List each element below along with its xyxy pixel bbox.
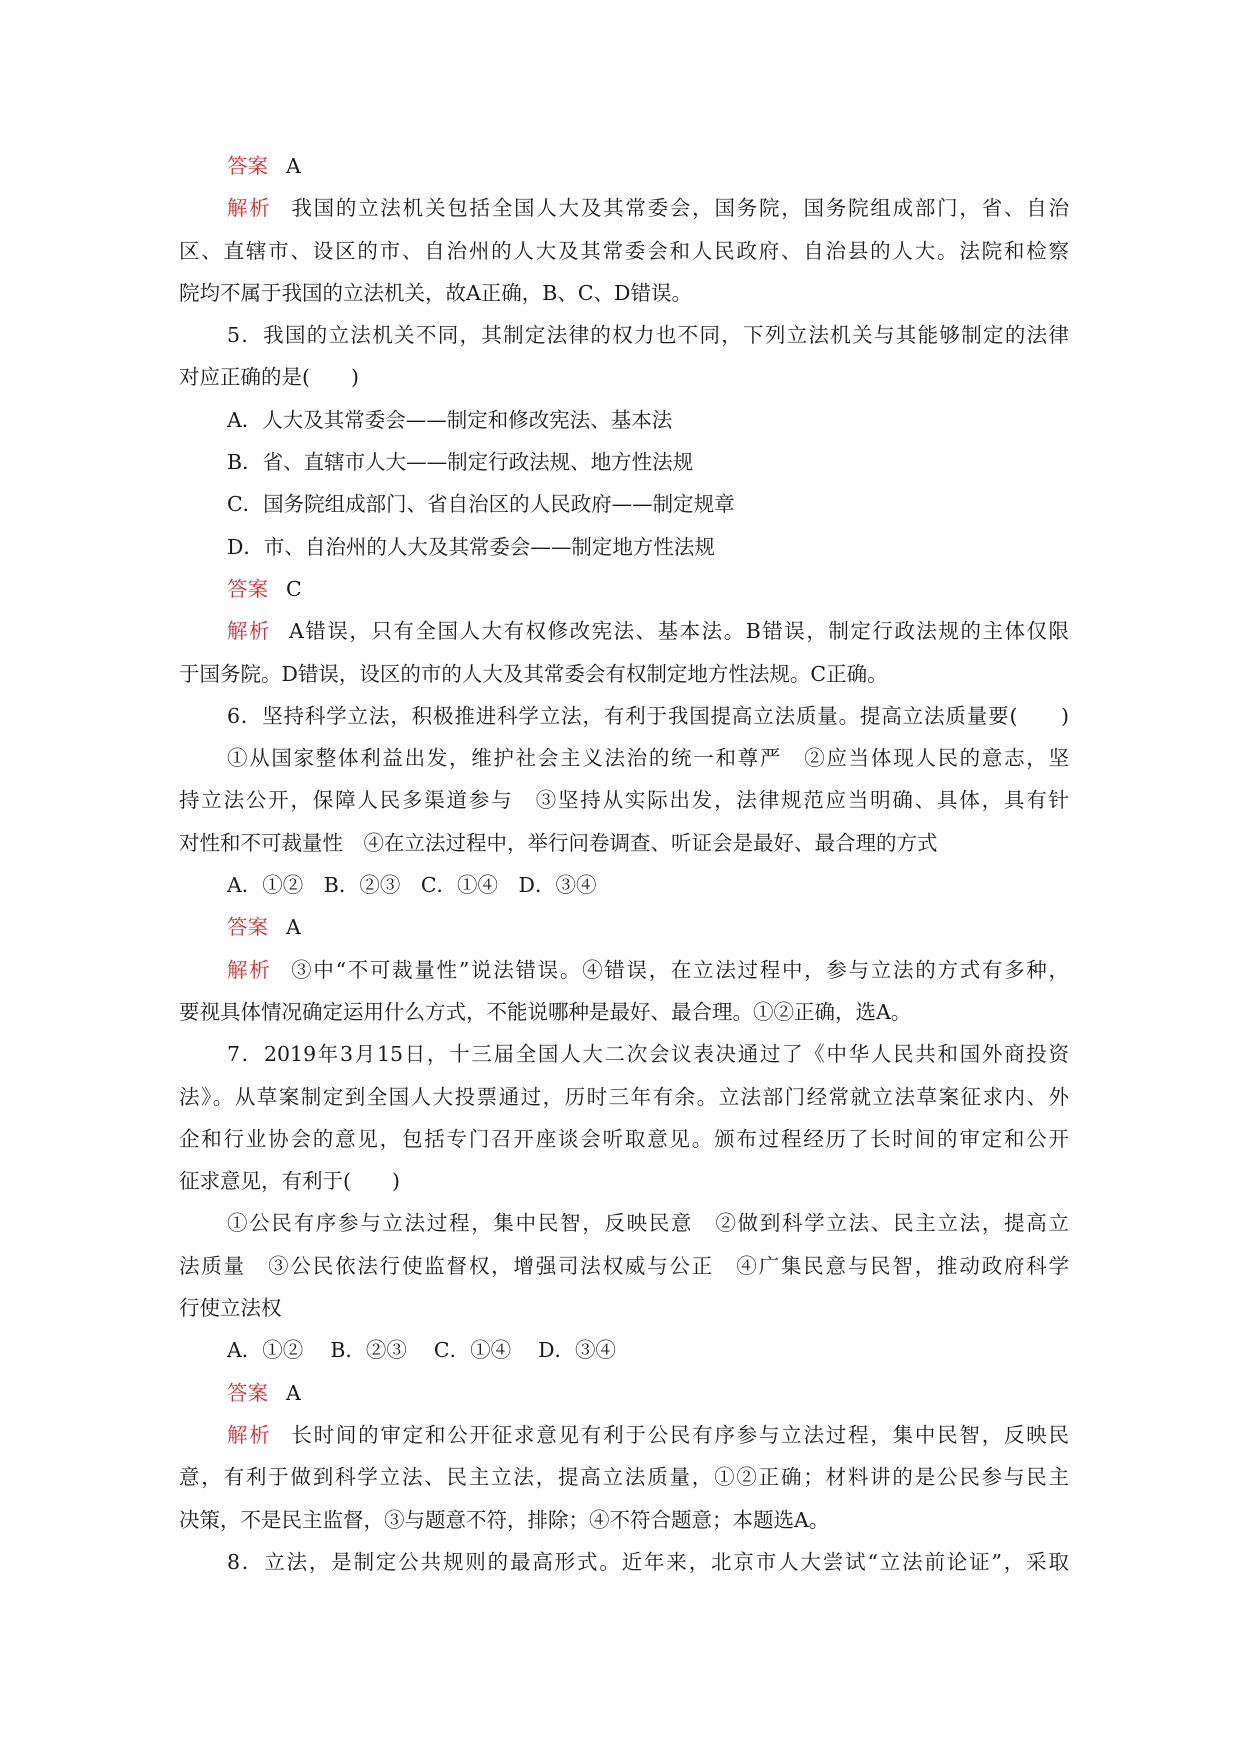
text-line [179, 272, 1069, 314]
answer-label: 答案 [227, 915, 268, 940]
text-line [179, 483, 1069, 525]
text-line [179, 1076, 1069, 1118]
line-text: A [286, 154, 301, 178]
line-text: 行使立法权 [179, 1296, 282, 1321]
analysis-label: 解析 [227, 196, 272, 221]
answer-line [179, 1372, 1069, 1414]
text-line [179, 1118, 1069, 1160]
analysis-line [179, 610, 1069, 652]
line-text: 要视具体情况确定运用什么方式，不能说哪种是最好、最合理。①②正确，选A。 [179, 999, 912, 1024]
text-line [179, 653, 1069, 695]
text-line [179, 1245, 1069, 1287]
line-text: 持立法公开，保障人民多渠道参与 ③坚持从实际出发，法律规范应当明确、具体，具有针 [179, 788, 1069, 813]
line-text: 意，有利于做到科学立法、民主立法，提高立法质量，①②正确；材料讲的是公民参与民主 [179, 1465, 1069, 1490]
line-text: 6．坚持科学立法，积极推进科学立法，有利于我国提高立法质量。提高立法质量要( ) [227, 703, 1069, 728]
line-text: A错误，只有全国人大有权修改宪法、基本法。B错误，制定行政法规的主体仅限 [289, 619, 1070, 644]
answer-line [179, 568, 1069, 610]
line-text: 我国的立法机关包括全国人大及其常委会，国务院，国务院组成部门，省、自治 [289, 196, 1070, 221]
line-text: A．人大及其常委会——制定和修改宪法、基本法 [227, 407, 673, 432]
text-line [179, 314, 1069, 356]
line-text: 法质量 ③公民依法行使监督权，增强司法权威与公正 ④广集民意与民智，推动政府科学 [179, 1253, 1069, 1278]
text-line [179, 526, 1069, 568]
answer-line [179, 906, 1069, 948]
text-line [179, 1160, 1069, 1202]
answer-label: 答案 [227, 1380, 268, 1405]
answer-line [179, 145, 1069, 187]
line-text: 于国务院。D错误，设区的市的人大及其常委会有权制定地方性法规。C正确。 [179, 661, 888, 686]
text-line [179, 399, 1069, 441]
analysis-label: 解析 [227, 1422, 272, 1447]
text-line [179, 1329, 1069, 1371]
text-line [179, 991, 1069, 1033]
text-line [179, 1499, 1069, 1541]
line-text: ①公民有序参与立法过程，集中民智，反映民意 ②做到科学立法、民主立法，提高立 [227, 1211, 1069, 1236]
text-line [179, 695, 1069, 737]
line-text: 征求意见，有利于( ) [179, 1169, 400, 1194]
analysis-label: 解析 [227, 619, 272, 644]
line-text: 对应正确的是( ) [179, 365, 359, 390]
line-text: ③中“不可裁量性”说法错误。④错误，在立法过程中，参与立法的方式有多种， [289, 957, 1070, 982]
analysis-line [179, 1414, 1069, 1456]
line-text: B．省、直辖市人大——制定行政法规、地方性法规 [227, 450, 694, 475]
text-line [179, 356, 1069, 398]
text-line [179, 1287, 1069, 1329]
text-line [179, 1456, 1069, 1498]
line-text: 长时间的审定和公开征求意见有利于公民有序参与立法过程，集中民智，反映民 [289, 1422, 1070, 1447]
line-text: 7．2019年3月15日，十三届全国人大二次会议表决通过了《中华人民共和国外商投资 [227, 1042, 1069, 1067]
analysis-line [179, 187, 1069, 229]
line-text: 5．我国的立法机关不同，其制定法律的权力也不同，下列立法机关与其能够制定的法律 [227, 323, 1069, 348]
line-text: D．市、自治州的人大及其常委会——制定地方性法规 [227, 534, 715, 559]
text-line [179, 441, 1069, 483]
text-line [179, 1541, 1069, 1583]
document-page [179, 145, 1069, 1583]
line-text: A．①② B．②③ C．①④ D．③④ [227, 1338, 617, 1363]
line-text: ①从国家整体利益出发，维护社会主义法治的统一和尊严 ②应当体现人民的意志，坚 [227, 746, 1069, 771]
text-line [179, 822, 1069, 864]
analysis-line [179, 949, 1069, 991]
answer-label: 答案 [227, 576, 268, 601]
line-text: 决策，不是民主监督，③与题意不符，排除；④不符合题意；本题选A。 [179, 1507, 830, 1532]
text-line [179, 1202, 1069, 1244]
answer-label: 答案 [227, 154, 268, 178]
line-text: 企和行业协会的意见，包括专门召开座谈会听取意见。颁布过程经历了长时间的审定和公开 [179, 1126, 1069, 1151]
line-text: 对性和不可裁量性 ④在立法过程中，举行问卷调查、听证会是最好、最合理的方式 [179, 830, 938, 855]
line-text: C．国务院组成部门、省自治区的人民政府——制定规章 [227, 492, 735, 517]
analysis-label: 解析 [227, 957, 272, 982]
text-line [179, 737, 1069, 779]
text-line [179, 779, 1069, 821]
line-text: A．①② B．②③ C．①④ D．③④ [227, 873, 597, 898]
line-text: A [286, 1380, 301, 1405]
text-line [179, 230, 1069, 272]
line-text: 8．立法，是制定公共规则的最高形式。近年来，北京市人大尝试“立法前论证”，采取 [227, 1549, 1069, 1574]
line-text: 区、直辖市、设区的市、自治州的人大及其常委会和人民政府、自治县的人大。法院和检察 [179, 238, 1069, 263]
text-line [179, 864, 1069, 906]
line-text: C [286, 576, 302, 601]
line-text: 法》。从草案制定到全国人大投票通过，历时三年有余。立法部门经常就立法草案征求内、外 [179, 1084, 1069, 1109]
text-line [179, 1033, 1069, 1075]
line-text: A [286, 915, 301, 940]
line-text: 院均不属于我国的立法机关，故A正确，B、C、D错误。 [179, 280, 692, 305]
